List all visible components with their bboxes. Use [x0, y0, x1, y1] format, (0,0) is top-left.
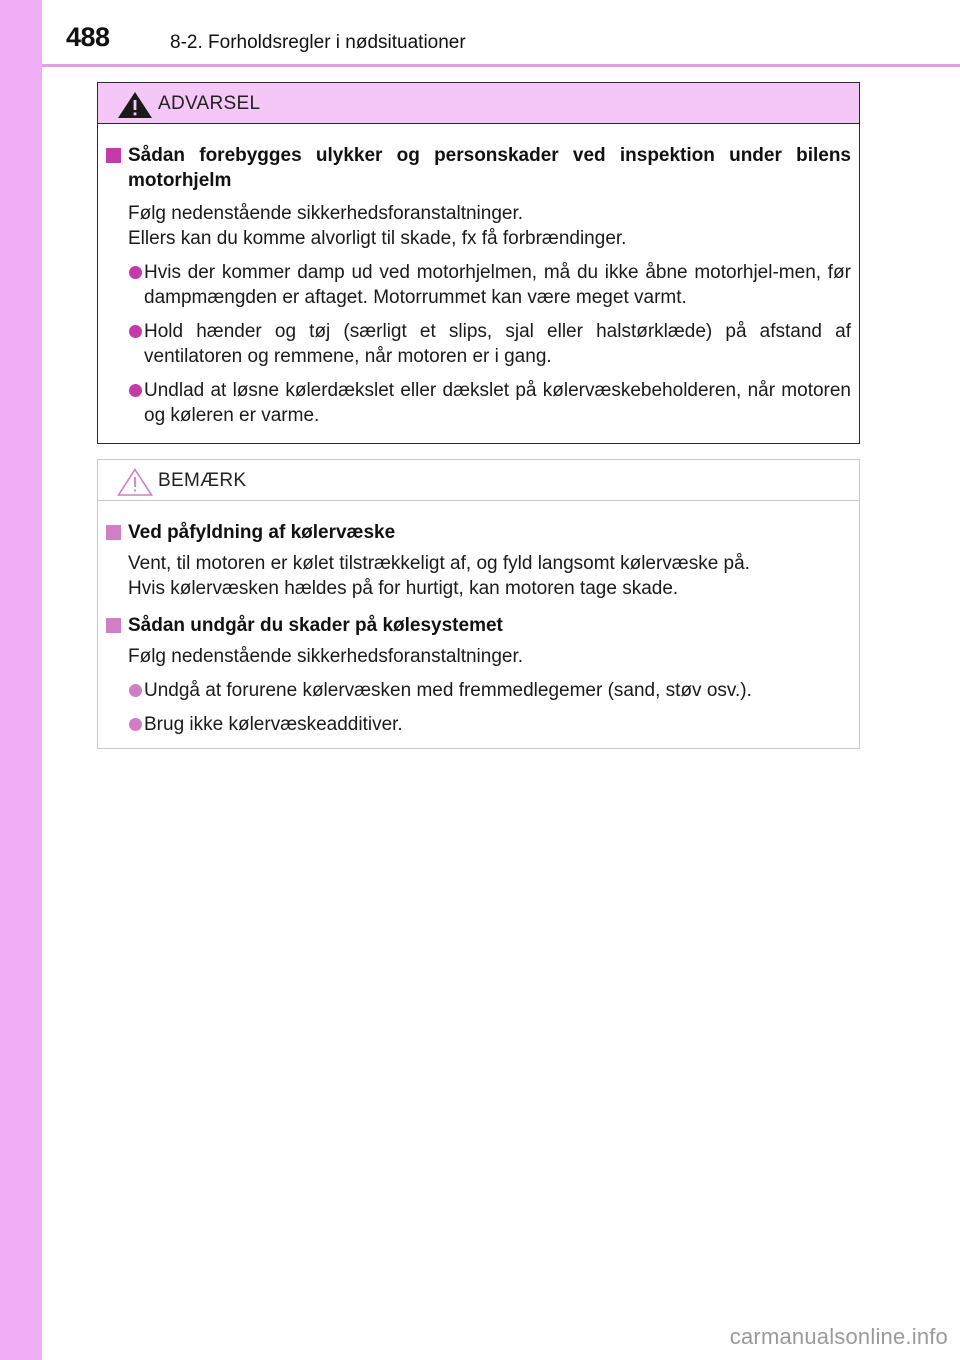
notice-paragraph-line: Hvis kølervæsken hældes på for hurtigt, kan motoren tage skade.: [128, 578, 679, 599]
circle-bullet-icon: [129, 684, 142, 697]
warning-heading: [104, 143, 851, 193]
warning-triangle-filled-icon: [116, 90, 154, 120]
notice-paragraph: [104, 551, 851, 601]
notice-box-header: [98, 460, 859, 501]
warning-bullet-text: Hold hænder og tøj (særligt et slips, sjal eller halstørklæde) på afstand af ventilatoren og remmene, når motoren er i gang.: [144, 321, 851, 367]
notice-bullet-item: [104, 678, 851, 703]
caution-triangle-outline-icon: [116, 467, 154, 497]
warning-box: [97, 82, 860, 444]
warning-box-header: [98, 83, 859, 124]
notice-heading-text: Ved påfyldning af kølervæske: [128, 522, 396, 543]
square-bullet-icon: [106, 618, 121, 633]
warning-bullet-item: [104, 260, 851, 310]
notice-heading: [104, 520, 851, 545]
circle-bullet-icon: [129, 266, 142, 279]
notice-bullet-item: [104, 712, 851, 737]
side-color-strip: [0, 0, 42, 1360]
circle-bullet-icon: [129, 718, 142, 731]
notice-bullet-text: Brug ikke kølervæskeadditiver.: [144, 714, 403, 735]
circle-bullet-icon: [129, 384, 142, 397]
warning-bullet-text: Undlad at løsne kølerdækslet eller dækslet på kølervæskebeholderen, når motoren og køleren er varme.: [144, 380, 851, 426]
circle-bullet-icon: [129, 325, 142, 338]
page-header: [42, 0, 960, 66]
page-number: 488: [66, 22, 110, 52]
header-rule: [42, 64, 960, 67]
warning-heading-text: Sådan forebygges ulykker og personskader ved inspektion under bilens motorhjelm: [128, 145, 851, 191]
warning-box-body: [98, 124, 859, 428]
notice-heading-text: Sådan undgår du skader på kølesystemet: [128, 615, 503, 636]
square-bullet-icon: [106, 525, 121, 540]
watermark-link[interactable]: carmanualsonline.info: [729, 1324, 948, 1349]
warning-bullet-text: Hvis der kommer damp ud ved motorhjelmen, må du ikke åbne motorhjel-men, før dampmængden er aftaget. Motorrummet kan være meget varmt.: [144, 262, 851, 308]
notice-bullet-text: Undgå at forurene kølervæsken med fremmedlegemer (sand, støv osv.).: [144, 680, 752, 701]
notice-label: BEMÆRK: [158, 470, 247, 491]
warning-intro-line: Følg nedenstående sikkerhedsforanstaltninger.: [128, 203, 524, 224]
square-bullet-icon: [106, 148, 121, 163]
section-title: 8-2. Forholdsregler i nødsituationer: [170, 32, 466, 53]
notice-paragraph: [104, 644, 851, 669]
warning-bullet-item: [104, 319, 851, 369]
notice-paragraph-line: Vent, til motoren er kølet tilstrækkeligt af, og fyld langsomt kølervæske på.: [128, 553, 750, 574]
warning-intro: [104, 201, 851, 251]
notice-box: [97, 459, 860, 749]
notice-heading: [104, 613, 851, 638]
warning-bullet-item: [104, 378, 851, 428]
warning-intro-line: Ellers kan du komme alvorligt til skade, fx få forbrændinger.: [128, 228, 627, 249]
warning-label: ADVARSEL: [158, 93, 261, 114]
notice-box-body: [98, 501, 859, 737]
notice-paragraph-line: Følg nedenstående sikkerhedsforanstaltninger.: [128, 646, 524, 667]
